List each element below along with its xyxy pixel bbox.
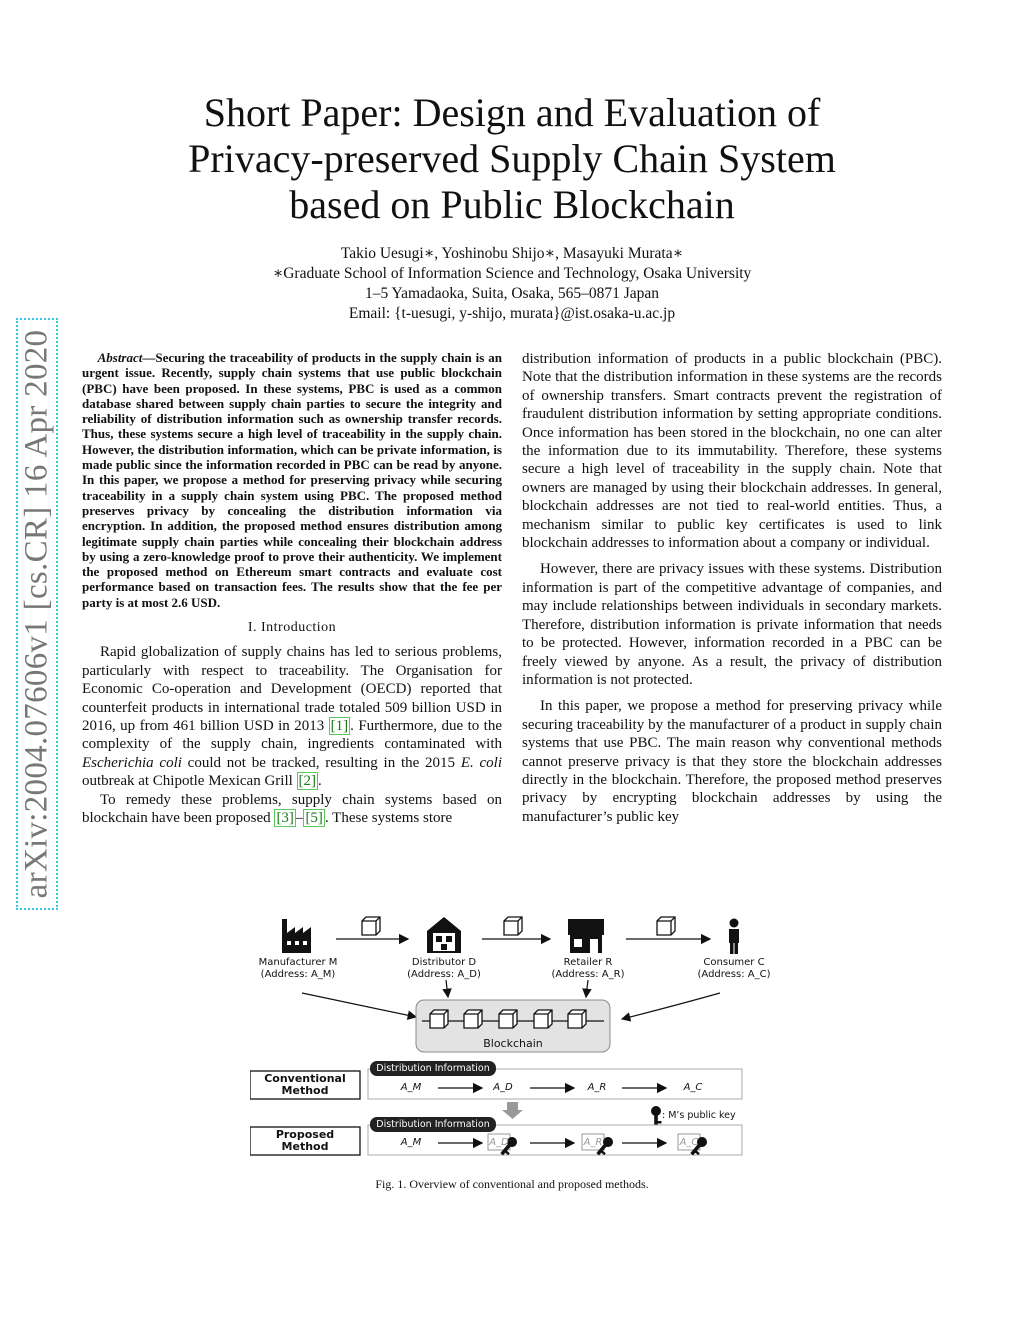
intro-paragraph-2: To remedy these problems, supply chain systems based on blockchain have been proposed [3] – [5] . These systems store bbox=[82, 791, 502, 827]
arxiv-identifier-text: arXiv:2004.07606v1 [cs.CR] 16 Apr 2020 bbox=[18, 329, 55, 899]
warehouse-icon bbox=[427, 917, 461, 953]
package-icon-3 bbox=[657, 917, 675, 935]
address-a-c-conventional: A_C bbox=[683, 1082, 703, 1093]
title-line-2: Privacy-preserved Supply Chain System bbox=[188, 136, 836, 181]
section-heading-introduction: I. Introduction bbox=[247, 620, 337, 636]
actor-consumer: Consumer C (Address: A_C) bbox=[697, 957, 771, 980]
right-paragraph-1: distribution information of products in a public blockchain (PBC). Note that the distribution information in these systems are the records of ownership transfers. Smart contracts prevent the registration of fraudulent distribution information by setting appropriate conditions. Once information has been stored in the blockchain, no one can alter the information due to its immutability. Therefore, these systems secure a high level of traceability in the supply chain. Note that owners are managed by using their blockchain addresses. In general, blockchain addresses are not tied to real-world entities. Thus, a mechanism similar to public key certificates is used to link blockchain addresses to information about a company or individual. bbox=[522, 351, 942, 552]
citation-link-1[interactable]: [1] bbox=[330, 718, 349, 735]
block-icon-5 bbox=[568, 1010, 586, 1028]
block-icon-3 bbox=[499, 1010, 517, 1028]
citation-link-2[interactable]: [2] bbox=[298, 773, 317, 790]
author-names: Takio Uesugi∗, Yoshinobu Shijo∗, Masayuki Murata∗ bbox=[340, 245, 684, 262]
citation-link-3[interactable]: [3] bbox=[276, 810, 294, 827]
distribution-information-label-2: Distribution Information bbox=[376, 1119, 490, 1130]
transform-arrow bbox=[502, 1102, 523, 1119]
store-icon bbox=[568, 919, 604, 953]
block-icon-1 bbox=[430, 1010, 448, 1028]
title-line-3: based on Public Blockchain bbox=[289, 182, 735, 227]
author-address: 1–5 Yamadaoka, Suita, Osaka, 565–0871 Japan bbox=[364, 285, 660, 302]
address-a-r-conventional: A_R bbox=[587, 1082, 607, 1093]
address-a-m-proposed: A_M bbox=[400, 1137, 422, 1148]
address-a-m-conventional: A_M bbox=[400, 1082, 422, 1093]
figure-1 bbox=[250, 905, 770, 1160]
citation-link-5[interactable]: [5] bbox=[305, 810, 323, 827]
title-line-1: Short Paper: Design and Evaluation of bbox=[203, 90, 821, 135]
right-column bbox=[522, 350, 942, 826]
encrypted-address-a-r: A_R bbox=[583, 1137, 603, 1148]
paper-title bbox=[120, 90, 904, 228]
encrypted-address-a-d: A_D bbox=[489, 1137, 509, 1148]
block-icon-4 bbox=[534, 1010, 552, 1028]
left-column bbox=[82, 350, 502, 828]
author-block bbox=[200, 244, 824, 324]
person-icon bbox=[729, 919, 739, 955]
right-paragraph-3: In this paper, we propose a method for preserving privacy while securing traceability by the manufacturer of a product in supply chain systems that use PBC. The main reason why conventional methods cannot preserve privacy is that they store the blockchain addresses directly in the blockchain. Therefore, the proposed method preserves privacy by encrypting blockchain addresses by using the manufacturer’s public key bbox=[522, 698, 942, 825]
figure-1-caption: Fig. 1. Overview of conventional and proposed methods. bbox=[375, 1177, 649, 1191]
package-icon-1 bbox=[362, 917, 380, 935]
abstract-label: Abstract bbox=[97, 350, 143, 365]
abstract bbox=[82, 350, 502, 610]
factory-icon bbox=[282, 919, 311, 953]
blockchain-label: Blockchain bbox=[483, 1037, 543, 1050]
block-icon-2 bbox=[464, 1010, 482, 1028]
proposed-method-label: Proposed Method bbox=[275, 1128, 335, 1153]
actor-retailer: Retailer R (Address: A_R) bbox=[551, 957, 625, 980]
encrypted-address-a-c: A_C bbox=[679, 1137, 699, 1148]
package-icon-2 bbox=[504, 917, 522, 935]
intro-paragraph-1: Rapid globalization of supply chains has led to serious problems, particularly with respect to traceability. The Organisation for Economic Co-operation and Development (OECD) reported that counterfeit products in international trade totaled 509 billion USD in 2016, up from 461 billion USD in 2013 [1] . Furthermore, due to the complexity of the supply chain, ingredients contaminated with Escherichia coli could not be tracked, resulting in the 2015 E. coli outbreak at Chipotle Mexican Grill [2] . bbox=[82, 644, 502, 790]
actor-manufacturer: Manufacturer M (Address: A_M) bbox=[258, 957, 338, 980]
public-key-icon bbox=[651, 1106, 662, 1127]
public-key-legend: : M’s public key bbox=[662, 1110, 736, 1121]
actor-distributor: Distributor D (Address: A_D) bbox=[407, 957, 481, 980]
right-paragraph-2: However, there are privacy issues with these systems. Distribution information is part of the competitive advantage of companies, and may include relationships between individuals in secondary markets. Therefore, distribution information is private information that needs to be protected. However, information recorded in a PBC can be freely viewed by anyone. As a result, the privacy of distribution information is not protected. bbox=[522, 561, 942, 688]
author-affiliation: ∗Graduate School of Information Science and Technology, Osaka University bbox=[272, 265, 752, 282]
abstract-text: —Securing the traceability of products in the supply chain is an urgent issue. Recently, supply chain systems that use public blockchain (PBC) have been proposed. In these systems, PBC is used as a common database shared between supply chain parties to secure the integrity and reliability of distribution information such as ownership transfer records. Thus, these systems secure a high level of traceability in the supply chain. However, the distribution information, which can be private information, is made public since the information recorded in PBC can be read by anyone. In this paper, we propose a method for preserving privacy while securing traceability in a supply chain system using PBC. The proposed method preserves privacy by concealing the distribution information via encryption. In addition, the proposed method ensures distribution among legitimate supply chain parties while concealing their blockchain address by using a zero-knowledge proof to prove their authenticity. We implement the proposed method on Ethereum smart contracts and evaluate cost performance based on transaction fees. The results show that the fee per party is at most 2.6 USD. bbox=[82, 350, 502, 610]
author-email: Email: {t-uesugi, y-shijo, murata}@ist.osaka-u.ac.jp bbox=[348, 305, 676, 322]
conventional-method-label: Conventional Method bbox=[264, 1072, 346, 1097]
distribution-information-label-1: Distribution Information bbox=[376, 1063, 490, 1074]
address-a-d-conventional: A_D bbox=[493, 1082, 513, 1093]
arxiv-identifier-sidebar bbox=[16, 318, 58, 910]
